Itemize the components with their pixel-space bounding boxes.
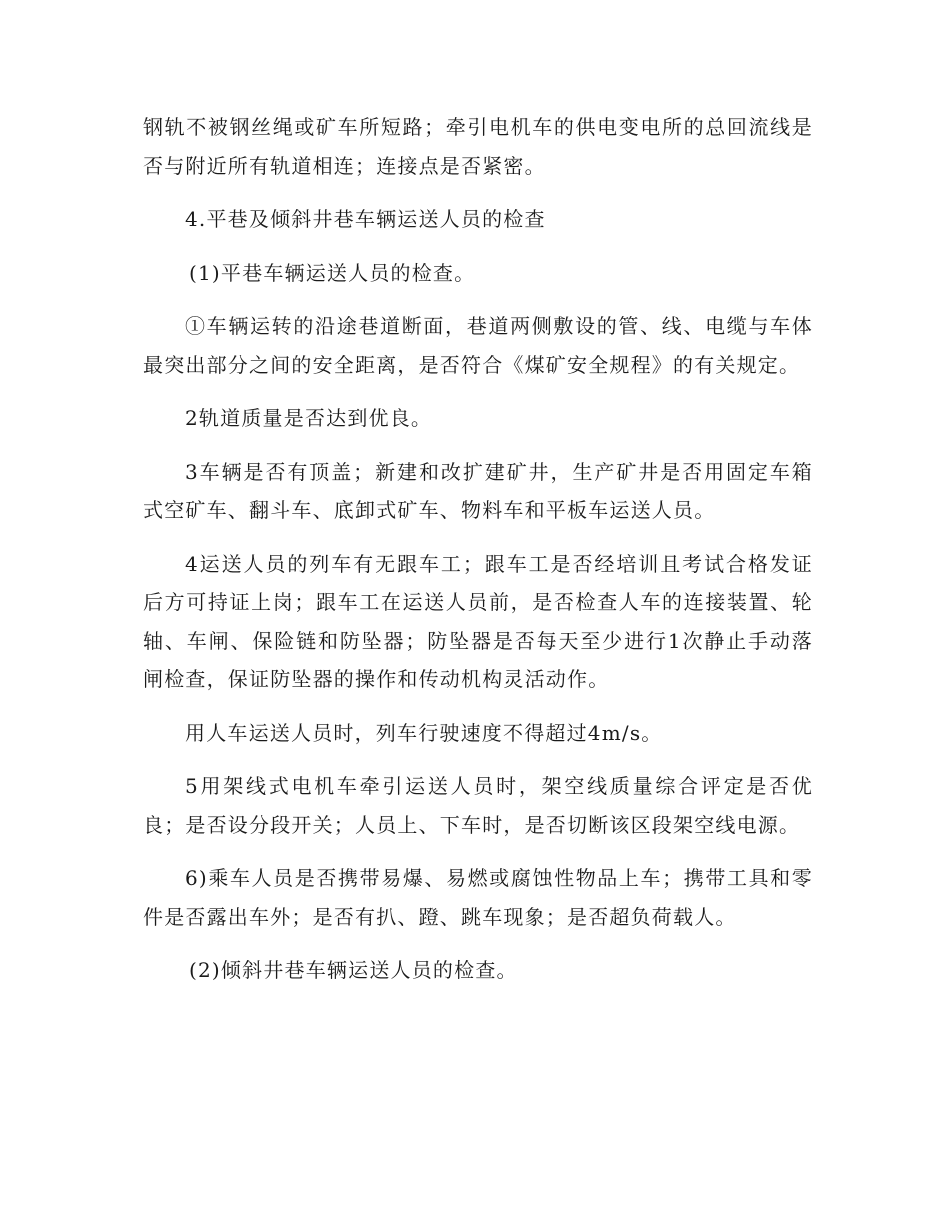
list-item-4: 4运送人员的列车有无跟车工；跟车工是否经培训且考试合格发证后方可持证上岗；跟车工在运送人员前，是否检查人车的连接装置、轮轴、车闸、保险链和防坠器；防坠器是否每天至少进行1次静止手动落闸检查，保证防坠器的操作和传动机构灵活动作。 [143, 551, 813, 691]
paragraph-continuation: 钢轨不被钢丝绳或矿车所短路；牵引电机车的供电变电所的总回流线是否与附近所有轨道相连；连接点是否紧密。 [143, 115, 813, 178]
document-body [143, 108, 813, 990]
list-item-3: 3车辆是否有顶盖；新建和改扩建矿井，生产矿井是否用固定车箱式空矿车、翻斗车、底卸式矿车、物料车和平板车运送人员。 [143, 459, 813, 522]
list-item-6: 6)乘车人员是否携带易爆、易燃或腐蚀性物品上车；携带工具和零件是否露出车外；是否有扒、蹬、跳车现象；是否超负荷载人。 [143, 866, 813, 929]
speed-limit-paragraph: 用人车运送人员时，列车行驶速度不得超过4m/s。 [185, 720, 663, 745]
list-item-1: ①车辆运转的沿途巷道断面，巷道两侧敷设的管、线、电缆与车体最突出部分之间的安全距离，是否符合《煤矿安全规程》的有关规定。 [143, 314, 813, 377]
subsection-heading: (1)平巷车辆运送人员的检查。 [189, 260, 476, 285]
section-heading: 4.平巷及倾斜井巷车辆运送人员的检查 [185, 207, 546, 231]
list-item-5: 5用架线式电机车牵引运送人员时，架空线质量综合评定是否优良；是否设分段开关；人员上、下车时，是否切断该区段架空线电源。 [143, 774, 813, 837]
list-item-2: 2轨道质量是否达到优良。 [185, 406, 433, 430]
subsection-heading-2: (2)倾斜井巷车辆运送人员的检查。 [189, 958, 518, 982]
